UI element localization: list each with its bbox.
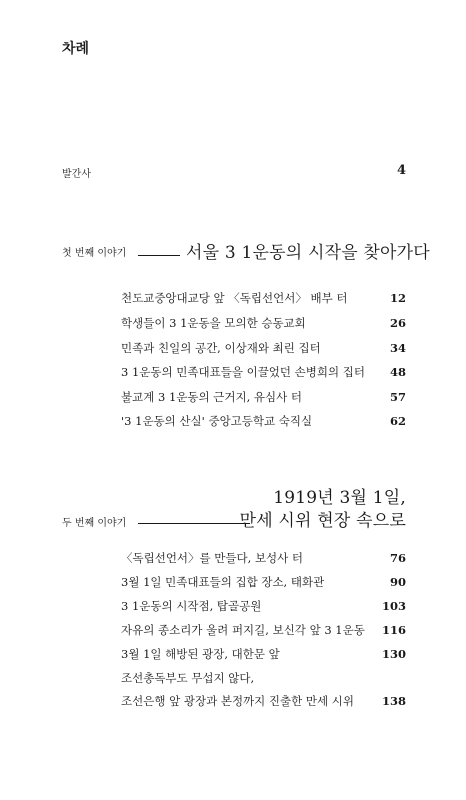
toc-entry[interactable] bbox=[121, 413, 406, 429]
entry-page-number: 34 bbox=[389, 341, 406, 355]
part2-rule bbox=[138, 523, 250, 524]
entry-page-number: 130 bbox=[381, 647, 406, 661]
toc-entry[interactable] bbox=[121, 315, 406, 331]
toc-entry[interactable] bbox=[121, 598, 406, 614]
toc-entry[interactable] bbox=[121, 550, 406, 566]
entry-title: 불교계 3 1운동의 근거지, 유심사 터 bbox=[121, 390, 302, 404]
entry-title: 3 1운동의 민족대표들을 이끌었던 손병희의 집터 bbox=[121, 365, 365, 379]
toc-entry[interactable] bbox=[121, 574, 406, 590]
entry-page-number: 76 bbox=[389, 551, 406, 565]
preface-page-number: 4 bbox=[396, 163, 406, 178]
toc-entry[interactable] bbox=[121, 290, 406, 306]
entry-page-number: 138 bbox=[381, 694, 406, 708]
part2-label: 두 번째 이야기 bbox=[62, 518, 127, 529]
entry-page-number: 48 bbox=[389, 365, 406, 379]
entry-page-number: 90 bbox=[389, 575, 406, 589]
entry-page-number: 57 bbox=[389, 390, 406, 404]
entry-title: 천도교중앙대교당 앞 〈독립선언서〉 배부 터 bbox=[121, 291, 348, 305]
toc-title: 차례 bbox=[62, 41, 90, 57]
entry-title: 3 1운동의 시작점, 탑골공원 bbox=[121, 599, 262, 613]
entry-title: 조선총독부도 무섭지 않다, bbox=[121, 671, 255, 685]
toc-entry[interactable] bbox=[121, 364, 406, 380]
part1-rule bbox=[138, 255, 180, 256]
entry-page-number: 26 bbox=[389, 316, 406, 330]
toc-entry[interactable] bbox=[121, 646, 406, 662]
toc-entry[interactable] bbox=[121, 340, 406, 356]
entry-page-number: 116 bbox=[381, 623, 406, 637]
entry-title: 민족과 친일의 공간, 이상재와 최린 집터 bbox=[121, 341, 321, 355]
entry-title: 3월 1일 해방된 광장, 대한문 앞 bbox=[121, 647, 280, 661]
entry-title: 3월 1일 민족대표들의 집합 장소, 태화관 bbox=[121, 575, 325, 589]
part2-title-line2: 만세 시위 현장 속으로 bbox=[239, 511, 406, 531]
preface-label: 발간사 bbox=[62, 169, 91, 180]
part1-title: 서울 3 1운동의 시작을 찾아가다 bbox=[186, 243, 430, 263]
part1-label: 첫 번째 이야기 bbox=[62, 248, 127, 259]
entry-title: 자유의 종소리가 울려 퍼지길, 보신각 앞 3 1운동 bbox=[121, 623, 365, 637]
entry-title: 학생들이 3 1운동을 모의한 승동교회 bbox=[121, 316, 306, 330]
toc-entry[interactable] bbox=[121, 622, 406, 638]
entry-title: '3 1운동의 산실' 중앙고등학교 숙직실 bbox=[121, 414, 313, 428]
toc-entry[interactable] bbox=[121, 670, 406, 686]
entry-page-number: 12 bbox=[389, 291, 406, 305]
entry-page-number: 62 bbox=[389, 414, 406, 428]
entry-title: 조선은행 앞 광장과 본정까지 진출한 만세 시위 bbox=[121, 694, 355, 708]
entry-page-number: 103 bbox=[381, 599, 406, 613]
entry-title: 〈독립선언서〉를 만들다, 보성사 터 bbox=[121, 551, 304, 565]
toc-entry[interactable] bbox=[121, 389, 406, 405]
part2-title-line1: 1919년 3월 1일, bbox=[273, 488, 406, 508]
toc-entry[interactable] bbox=[121, 693, 406, 709]
